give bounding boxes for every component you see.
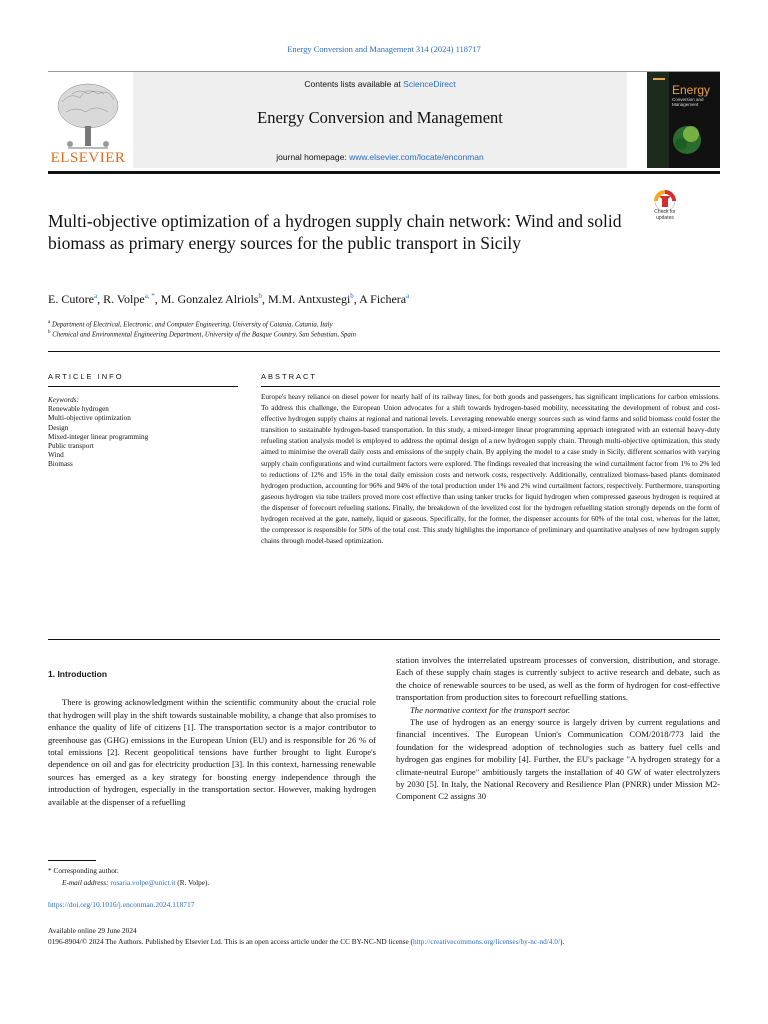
body-left-column bbox=[48, 668, 376, 808]
keyword: Renewable hydrogen bbox=[48, 405, 109, 414]
doi-link[interactable]: https://doi.org/10.1016/j.enconman.2024.118717 bbox=[48, 900, 195, 909]
license-link[interactable]: http://creativecommons.org/licenses/by-nc-nd/4.0/ bbox=[413, 936, 560, 946]
homepage-line bbox=[133, 152, 627, 162]
journal-reference[interactable]: Energy Conversion and Management 314 (2024) 118717 bbox=[287, 44, 481, 54]
author-affiliation-marker[interactable]: b bbox=[350, 292, 354, 300]
contents-prefix: Contents lists available at bbox=[304, 79, 404, 89]
license-suffix: ). bbox=[560, 936, 565, 946]
homepage-link[interactable]: www.elsevier.com/locate/enconman bbox=[349, 152, 484, 162]
author-name[interactable]: M. Gonzalez Alriols bbox=[160, 292, 259, 306]
email-line bbox=[48, 877, 408, 889]
keyword: Wind bbox=[48, 451, 64, 460]
elsevier-wordmark: ELSEVIER bbox=[50, 150, 126, 166]
affiliation-text: Chemical and Environmental Engineering Department, University of the Basque Country, San Sebastian, Spain bbox=[52, 331, 357, 339]
article-info-heading: ARTICLE INFO bbox=[48, 372, 124, 381]
affiliation bbox=[48, 330, 720, 338]
available-online: Available online 29 June 2024 bbox=[48, 926, 137, 935]
license-line bbox=[48, 937, 720, 948]
keyword: Mixed-integer linear programming bbox=[48, 432, 149, 441]
author-name[interactable]: A Fichera bbox=[359, 292, 407, 306]
section-divider bbox=[48, 351, 720, 352]
affiliation-marker: a bbox=[48, 320, 51, 325]
homepage-prefix: journal homepage: bbox=[276, 152, 350, 162]
abstract-heading: ABSTRACT bbox=[261, 372, 318, 381]
body-paragraph: There is growing acknowledgment within the scientific community about the crucial role that hydrogen will play in the shift towards sustainable mobility, a change that also promises to enhance the quality of life of citizens [1]. The transportation sector is a major contributor to greenhouse gas (GHG) emissions in the European Union (EU) and is responsible for 26 % of total emissions [2]. Recent geopolitical tensions have further brought to light Europe's dependence on oil and gas for electricity production [3]. In this context, harnessing renewable sources has emerged as a key strategy for boosting energy independence through the introduction of hydrogen, especially in the transportation sector. However, making hydrogen available at the dispenser of a refuelling bbox=[48, 697, 376, 807]
corresponding-author-note: * Corresponding author. bbox=[48, 866, 119, 875]
body-paragraph: station involves the interrelated upstream processes of conversion, distribution, and storage. Each of these supply chain stages is currently subject to active research and debate, such as the choice of renewable sources to be used, as well as the form of hydrogen for cost-effective transportation from production sites to forecourt refuelling stations. bbox=[396, 655, 720, 703]
email-suffix: (R. Volpe). bbox=[177, 878, 210, 887]
affiliation-marker: b bbox=[48, 330, 51, 335]
publication-meta bbox=[48, 926, 720, 947]
article-title: Multi-objective optimization of a hydrogen supply chain network: Wind and solid biomass as primary energy sources for the public transport in Sicily bbox=[48, 211, 622, 253]
keyword: Biomass bbox=[48, 460, 73, 469]
section-divider bbox=[48, 639, 720, 640]
footnote-rule bbox=[48, 860, 96, 861]
journal-name: Energy Conversion and Management bbox=[257, 108, 503, 127]
email-label: E-mail address: bbox=[62, 878, 109, 887]
affiliation-text: Department of Electrical, Electronic, and Computer Engineering, University of Catania, Catania, Italy bbox=[51, 321, 333, 329]
author-affiliation-marker[interactable]: b bbox=[258, 292, 262, 300]
abstract-rule bbox=[261, 386, 720, 387]
keyword: Multi-objective optimization bbox=[48, 414, 131, 423]
cover-subtitle: Conversion and Management bbox=[672, 97, 704, 108]
author-name[interactable]: E. Cutore bbox=[48, 292, 94, 306]
sciencedirect-link[interactable]: ScienceDirect bbox=[403, 79, 456, 89]
author-affiliation-marker[interactable]: a, * bbox=[144, 292, 155, 300]
header-bottom-rule bbox=[48, 171, 720, 174]
author-affiliation-marker[interactable]: a bbox=[406, 292, 410, 300]
body-paragraph: The use of hydrogen as an energy source is largely driven by current regulations and financial incentives. The European Union's Communication COM/2018/773 laid the foundation for the widespread adoption of technologies such as battery fuel cells and hydrogen gas engines for mobility [4]. Further, the EU's package "A hydrogen strategy for a climate-neutral Europe" ambitiously targets the installation of 40 GW of water electrolyzers by 2030 [5]. In Italy, the National Recovery and Resilience Plan (PNRR) under Mission M2-Component C2 assigns 30 bbox=[396, 717, 720, 802]
license-prefix: 0196-8904/© 2024 The Authors. Published by Elsevier Ltd. This is an open access article under the CC BY-NC-ND license ( bbox=[48, 936, 413, 946]
author-name[interactable]: R. Volpe bbox=[103, 292, 145, 306]
author-name[interactable]: M.M. Antxustegi bbox=[267, 292, 351, 306]
cover-title: Energy bbox=[672, 83, 711, 97]
keyword: Design bbox=[48, 423, 69, 432]
subsection-heading: The normative context for the transport sector. bbox=[410, 704, 571, 715]
keywords-list bbox=[48, 396, 238, 470]
keywords-label: Keywords: bbox=[48, 396, 79, 404]
footnote bbox=[48, 865, 408, 889]
article-info-rule bbox=[48, 386, 238, 387]
keyword: Public transport bbox=[48, 442, 94, 451]
abstract-text: Europe's heavy reliance on diesel power for nearly half of its railway lines, for both goods and passengers, has significant implications for carbon emissions. To address this challenge, the European Union advocates for a shift towards hydrogen-based mobility, necessitating the development of robust and cost-effective hydrogen supply chains at regional and national levels. Leveraging renewable energy sources such as wind farms and solid biomass could foster the transition to sustainable hydrogen-based transportation. In this study, a mixed-integer linear programming approach integrated with an external heavy-duty refueling station analysis model is employed to address the optimal design of a new hydrogen supply chain. Through multi-objective optimization, this study aimed to minimise the overall daily costs and emissions of the supply chain. By applying the model to a case study in Sicily, different scenarios with varying supply chain configurations and wind curtailment factors were explored. The findings revealed that increasing the wind curtailment factor from 1% to 2% led to reductions of 12% and 15% in the total daily emission costs and network costs, respectively. Additionally, centralized biomass-based plants dominated hydrogen production, accounting for 96% and 94% of the total production under 1% and 2% wind curtailment factors, respectively. Furthermore, transporting gaseous hydrogen via tube trailers proved more cost effective than using tanker trucks for liquid hydrogen when compressed gaseous hydrogen is required at the dispenser of forecourt refueling stations. Finally, the breakdown of the levelized cost for the hydrogen refuelling station strongly depends on the form of hydrogen received at the gate, namely, liquid or gaseous. Specifically, for the former, the dispenser accounts for 60% of the total cost, whereas for the latter, the compressor is responsible for 50% of the total cost. This study highlights the importance of preliminary and quantitative analyses of new hydrogen supply chains through model-based optimization. bbox=[261, 393, 720, 546]
author-affiliation-marker[interactable]: a bbox=[94, 292, 98, 300]
author-list: E. Cutore$^a$, R. Volpe$^{a, *}$, M. Gonzalez Alriols$^b$, M.M. Antxustegi$^b$, A Fichera$^a$ bbox=[48, 292, 410, 306]
contents-line bbox=[133, 79, 627, 89]
section-heading: 1. Introduction bbox=[48, 669, 108, 679]
affiliation bbox=[48, 320, 720, 328]
email-link[interactable]: rosaria.volpe@unict.it bbox=[110, 878, 176, 887]
body-right-column bbox=[396, 654, 720, 803]
check-for-updates-label[interactable]: Check for updates bbox=[654, 209, 676, 221]
